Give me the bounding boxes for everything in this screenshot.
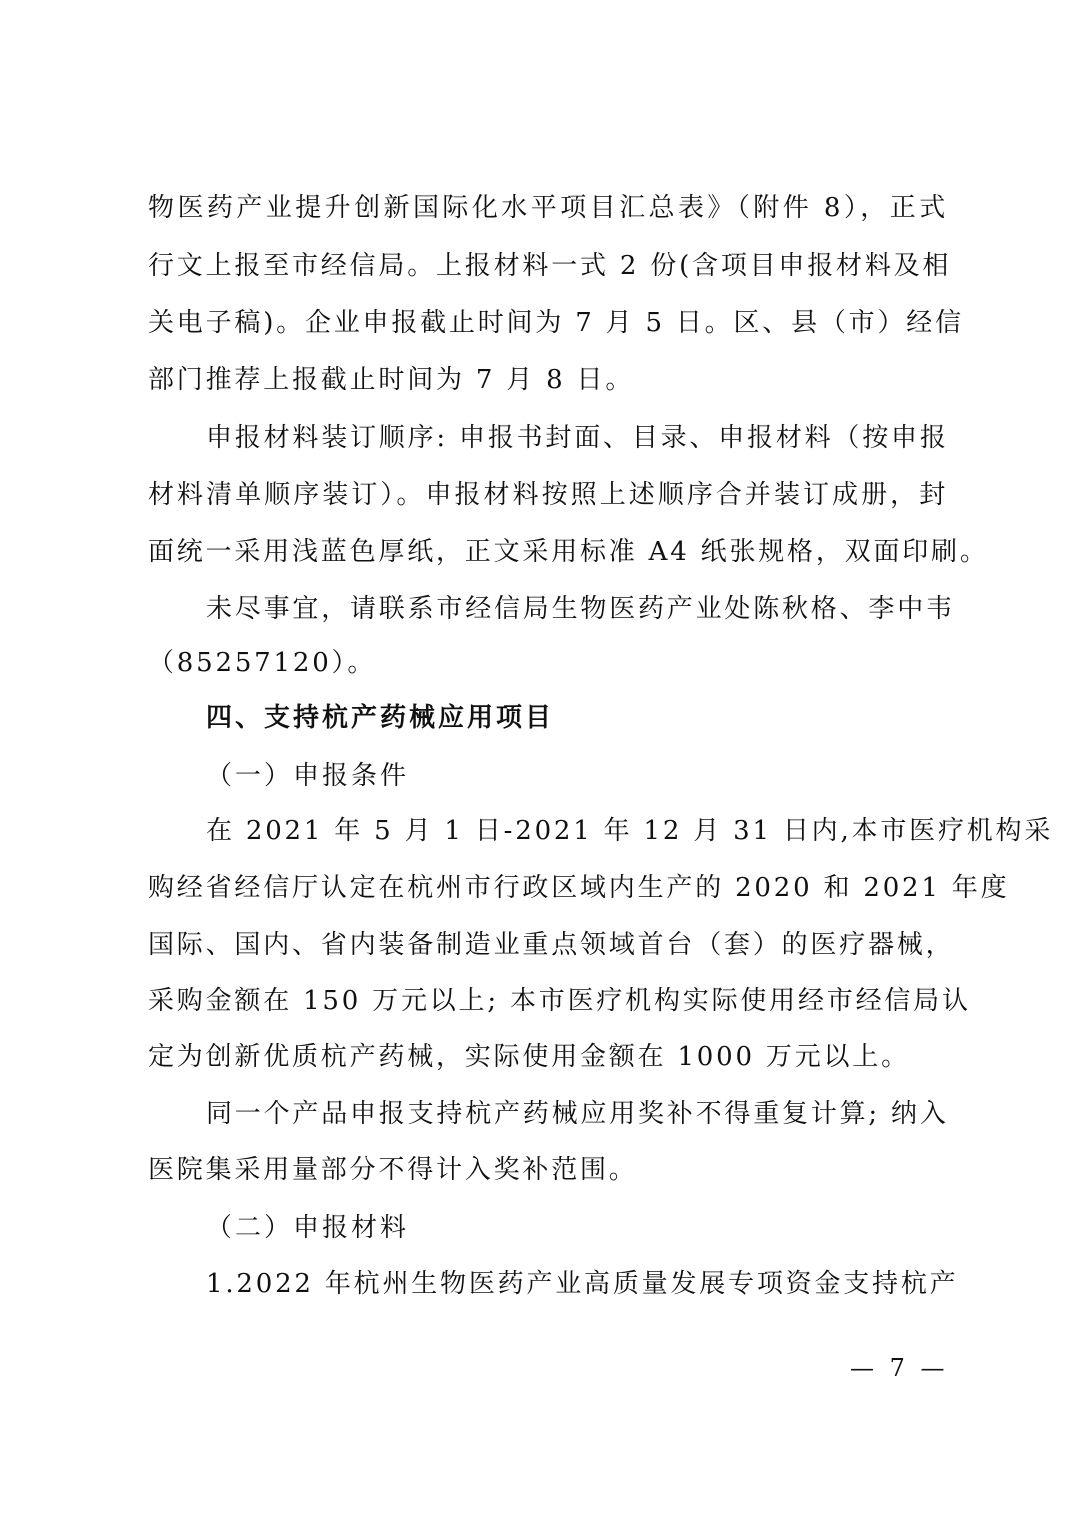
text-line: 1.2022 年杭州生物医药产业高质量发展专项资金支持杭产 <box>206 1269 959 1299</box>
page-number: — 7 — <box>850 1354 949 1382</box>
text-line: 关电子稿)。企业申报截止时间为 7 月 5 日。区、县（市）经信 <box>148 308 964 338</box>
section-heading: 四、支持杭产药械应用项目 <box>206 703 555 733</box>
text-line: （85257120）。 <box>148 648 377 678</box>
text-line: 材料清单顺序装订）。申报材料按照上述顺序合并装订成册，封 <box>148 480 948 510</box>
text-line: 面统一采用浅蓝色厚纸，正文采用标准 A4 纸张规格，双面印刷。 <box>148 537 989 567</box>
text-line: 行文上报至市经信局。上报材料一式 2 份(含项目申报材料及相 <box>148 251 952 281</box>
text-line: 在 2021 年 5 月 1 日-2021 年 12 月 31 日内,本市医疗机构采 <box>206 816 1054 846</box>
text-line: 采购金额在 150 万元以上; 本市医疗机构实际使用经市经信局认 <box>148 986 971 1016</box>
text-line: 定为创新优质杭产药械，实际使用金额在 1000 万元以上。 <box>148 1042 910 1072</box>
subsection-heading: （二）申报材料 <box>206 1213 410 1243</box>
text-line: 申报材料装订顺序: 申报书封面、目录、申报材料（按申报 <box>206 423 949 453</box>
subsection-heading: （一）申报条件 <box>206 761 410 791</box>
text-line: 同一个产品申报支持杭产药械应用奖补不得重复计算; 纳入 <box>206 1099 949 1129</box>
text-line: 部门推荐上报截止时间为 7 月 8 日。 <box>148 365 635 395</box>
text-line: 国际、国内、省内装备制造业重点领域首台（套）的医疗器械， <box>148 930 955 960</box>
text-line: 物医药产业提升创新国际化水平项目汇总表》（附件 8），正式 <box>148 193 948 223</box>
text-line: 购经省经信厅认定在杭州市行政区域内生产的 2020 和 2021 年度 <box>148 873 1010 903</box>
text-line: 未尽事宜，请联系市经信局生物医药产业处陈秋格、李中韦 <box>206 594 955 624</box>
text-line: 医院集采用量部分不得计入奖补范围。 <box>148 1155 638 1185</box>
